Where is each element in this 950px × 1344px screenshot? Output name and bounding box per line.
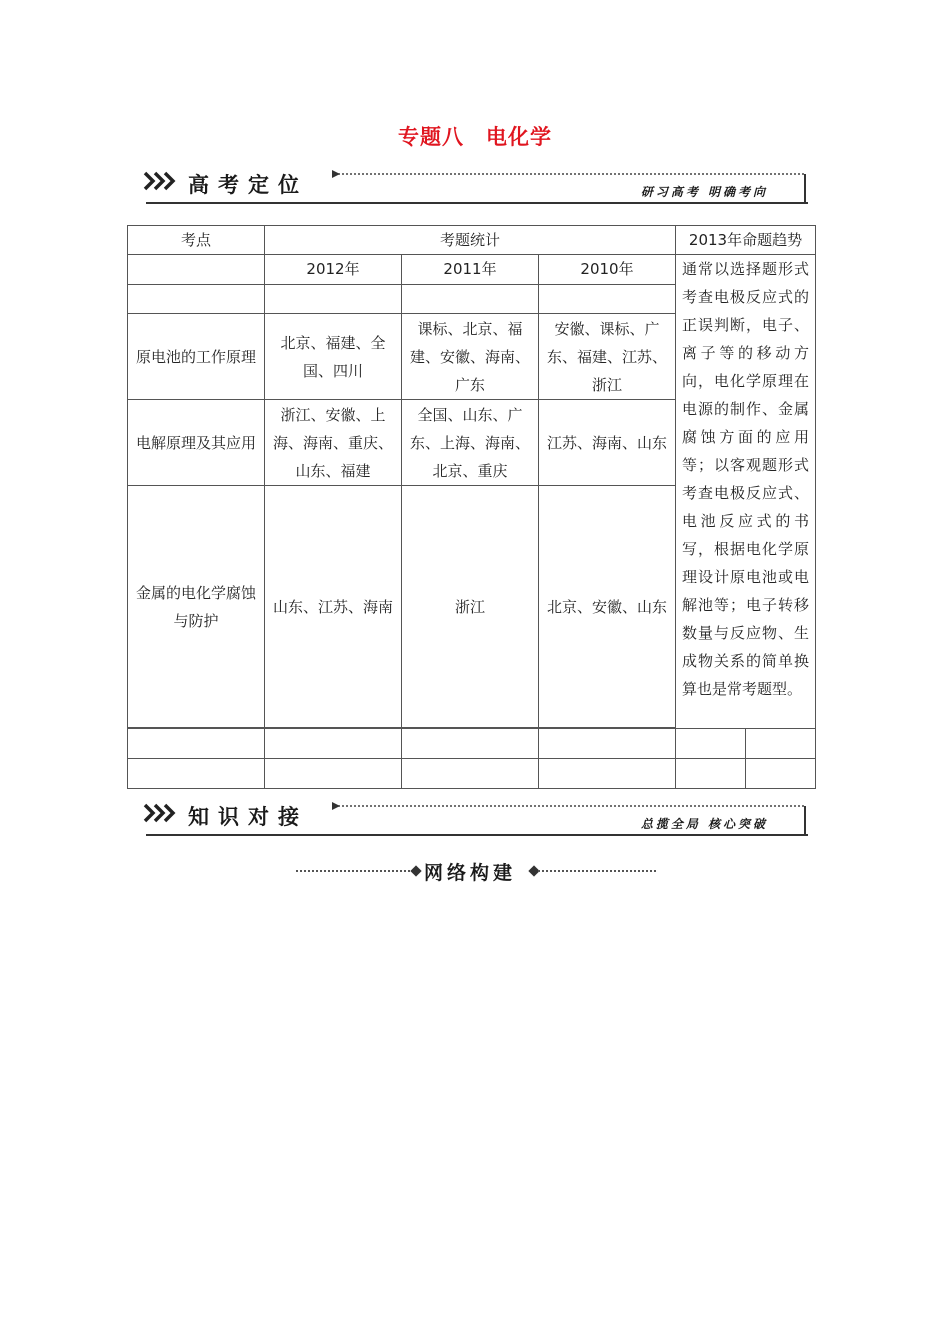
divider-right [538,870,656,872]
cell-2010: 江苏、海南、山东 [539,400,676,486]
topic-cell: 原电池的工作原理 [128,314,265,400]
divider-left [296,870,414,872]
empty-cell [128,729,265,759]
cell-2010: 安徽、课标、广东、福建、江苏、浙江 [539,314,676,400]
banner-subtitle: 总揽全局 核心突破 [640,817,768,831]
empty-cell [265,285,402,314]
empty-cell [265,759,402,789]
empty-cell [128,255,265,285]
exam-statistics-table [127,225,816,789]
header-stats: 考题统计 [265,226,676,255]
empty-cell [676,759,746,789]
cell-2012: 浙江、安徽、上海、海南、重庆、山东、福建 [265,400,402,486]
topic-cell: 电解原理及其应用 [128,400,265,486]
trend-text: 通常以选择题形式考查电极反应式的正误判断，电子、离子等的移动方向，电化学原理在电源的制作、金属腐蚀方面的应用等；以客观题形式考查电极反应式、电池反应式的书写，根据电化学原理设计原电池或电解池等；电子转移数量与反应物、生成物关系的简单换算也是常考题型。 [676,255,816,729]
empty-cell [402,285,539,314]
network-construction-heading [0,858,950,884]
year-2011: 2011年 [402,255,539,285]
banner-subtitle: 研习高考 明确考向 [640,185,768,199]
diamond-icon [410,865,421,876]
section-banner-knowledge [140,797,810,837]
empty-cell [128,285,265,314]
year-2012: 2012年 [265,255,402,285]
empty-cell [746,759,816,789]
section-banner-exam-positioning [140,165,810,205]
section-label: 网络构建 [424,862,517,884]
empty-cell [402,729,539,759]
empty-cell [128,759,265,789]
cell-2012: 北京、福建、全国、四川 [265,314,402,400]
topic-cell: 金属的电化学腐蚀与防护 [128,486,265,728]
header-trend: 2013年命题趋势 [676,226,816,255]
cell-2011: 课标、北京、福建、安徽、海南、广东 [402,314,539,400]
banner-title: 高考定位 [188,173,308,197]
year-2010: 2010年 [539,255,676,285]
cell-2011: 全国、山东、广东、上海、海南、北京、重庆 [402,400,539,486]
header-topic: 考点 [128,226,265,255]
banner-title: 知识对接 [188,805,308,829]
cell-2011: 浙江 [402,486,539,728]
cell-2012: 山东、江苏、海南 [265,486,402,728]
empty-cell [746,729,816,759]
empty-cell [676,729,746,759]
empty-cell [539,729,676,759]
empty-cell [539,759,676,789]
cell-2010: 北京、安徽、山东 [539,486,676,728]
empty-cell [539,285,676,314]
empty-cell [265,729,402,759]
page-title: 专题八 电化学 [398,125,552,149]
empty-cell [402,759,539,789]
